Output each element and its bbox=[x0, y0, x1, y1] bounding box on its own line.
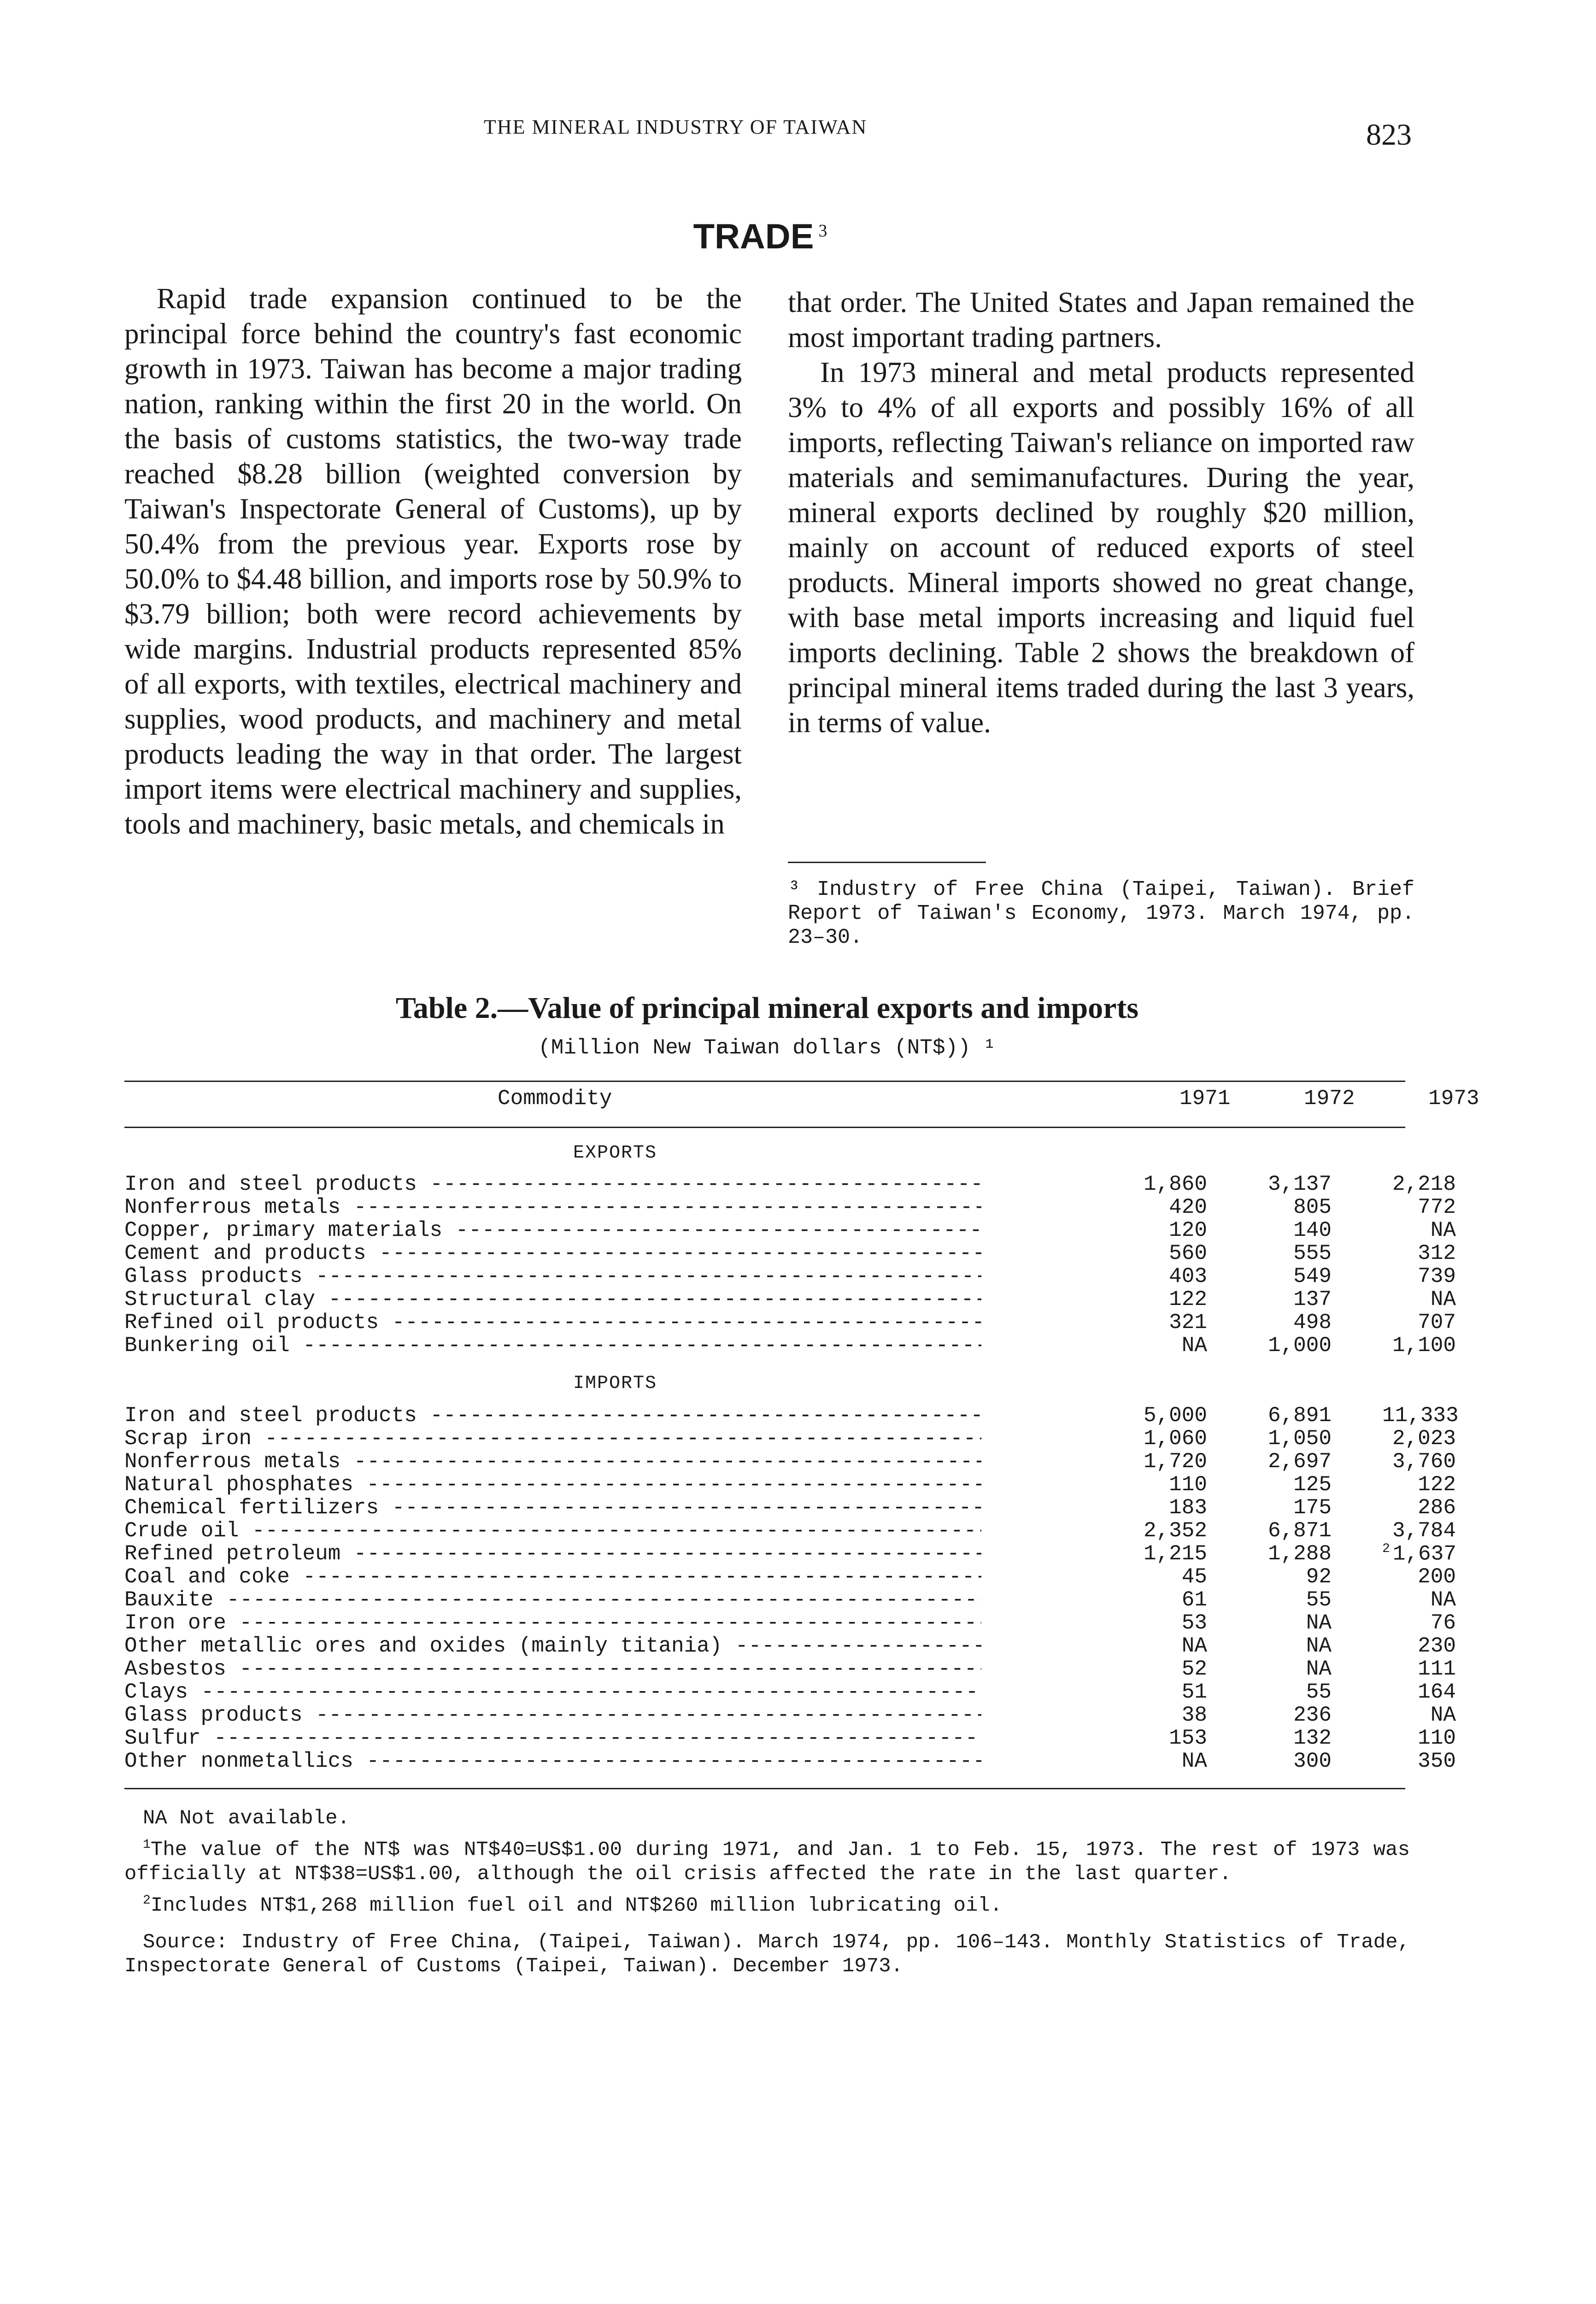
value-1973: 110 bbox=[1418, 1726, 1456, 1750]
value-1971: 110 bbox=[1169, 1473, 1207, 1497]
value-1972: 175 bbox=[1293, 1496, 1332, 1520]
value-1973: 707 bbox=[1418, 1311, 1456, 1334]
table-row bbox=[124, 1496, 1456, 1520]
value-1973: 2,218 bbox=[1392, 1172, 1456, 1196]
value-1973: 312 bbox=[1418, 1241, 1456, 1265]
value-1972: 236 bbox=[1293, 1703, 1332, 1727]
right-column bbox=[788, 285, 1414, 740]
commodity-name: Iron and steel products ----- bbox=[124, 1404, 981, 1428]
value-1971: 5,000 bbox=[1143, 1404, 1207, 1428]
table-header bbox=[124, 1087, 1479, 1114]
table-subtitle: (Million New Taiwan dollars (NT$)) ¹ bbox=[538, 1036, 996, 1060]
value-1973: 286 bbox=[1418, 1496, 1456, 1520]
value-1971: 61 bbox=[1181, 1588, 1207, 1612]
commodity-name: Bunkering oil ----- bbox=[124, 1334, 981, 1358]
section-heading-note: 3 bbox=[818, 221, 827, 241]
table-row bbox=[124, 1588, 1456, 1612]
value-1973: 164 bbox=[1418, 1680, 1456, 1704]
value-1972: 55 bbox=[1306, 1588, 1332, 1612]
value-1973: 3,784 bbox=[1392, 1519, 1456, 1543]
commodity-name: Chemical fertilizers ----- bbox=[124, 1496, 981, 1520]
value-1972: 549 bbox=[1293, 1264, 1332, 1288]
value-1973: 122 bbox=[1418, 1473, 1456, 1497]
table-row bbox=[124, 1749, 1456, 1773]
note-2-marker: 2 bbox=[143, 1893, 151, 1908]
value-1973: NA bbox=[1430, 1703, 1456, 1727]
section-heading bbox=[0, 217, 1520, 257]
table-row bbox=[124, 1680, 1456, 1704]
value-1972: 1,000 bbox=[1267, 1334, 1332, 1358]
paragraph-mineral-trade: In 1973 mineral and metal products represented 3% to 4% of all exports and possibly 16% of all imports, reflecting Taiwan's reliance on imported raw materials and semimanufactures. During the year, mineral exports declined by roughly $20 million, mainly on account of reduced exports of steel products. Mineral imports showed no great change, with base metal imports increasing and liquid fuel imports declining. Table 2 shows the breakdown of principal mineral items traded during the last 3 years, in terms of value. bbox=[788, 356, 1414, 739]
table-header-rule bbox=[124, 1127, 1405, 1128]
value-1973: NA bbox=[1430, 1218, 1456, 1242]
running-title: THE MINERAL INDUSTRY OF TAIWAN bbox=[484, 116, 868, 138]
value-1973: 11,333 bbox=[1382, 1404, 1459, 1428]
commodity-name: Other metallic ores and oxides (mainly titania) ----- bbox=[124, 1634, 981, 1658]
table-row bbox=[124, 1334, 1456, 1358]
table-row bbox=[124, 1311, 1456, 1334]
value-1971: 420 bbox=[1169, 1195, 1207, 1219]
commodity-name: Asbestos ----- bbox=[124, 1657, 981, 1681]
commodity-name: Iron ore ----- bbox=[124, 1611, 981, 1635]
value-1971: 2,352 bbox=[1143, 1519, 1207, 1543]
value-1971: 38 bbox=[1181, 1703, 1207, 1727]
value-1972: 55 bbox=[1306, 1680, 1332, 1704]
value-1972: 1,050 bbox=[1267, 1427, 1332, 1451]
note-source: Source: Industry of Free China, (Taipei, Taiwan). March 1974, pp. 106–143. Monthly Statistics of Trade, Inspectorate General of Customs (Taipei, Taiwan). December 1973. bbox=[124, 1931, 1410, 1978]
note-1-text: The value of the NT$ was NT$40=US$1.00 during 1971, and Jan. 1 to Feb. 15, 1973. The rest of 1973 was officially at NT$38=US$1.00, although the oil crisis affected the rate in the last quarter. bbox=[124, 1838, 1410, 1886]
commodity-name: Natural phosphates ----- bbox=[124, 1473, 981, 1497]
value-1972: NA bbox=[1306, 1611, 1332, 1635]
value-footnote-marker: 2 bbox=[1382, 1542, 1390, 1556]
table-row bbox=[124, 1703, 1456, 1727]
paragraph-continued: that order. The United States and Japan remained the most important trading partners. bbox=[788, 286, 1414, 353]
table-row bbox=[124, 1264, 1456, 1288]
value-1973: 1,100 bbox=[1392, 1334, 1456, 1358]
value-1971: 122 bbox=[1169, 1287, 1207, 1311]
note-1 bbox=[124, 1833, 1410, 1886]
table-row bbox=[124, 1404, 1459, 1428]
value-1972: 6,871 bbox=[1267, 1519, 1332, 1543]
value-1973: 772 bbox=[1418, 1195, 1456, 1219]
table-notes bbox=[124, 1806, 1410, 1981]
header-commodity: Commodity bbox=[498, 1087, 612, 1111]
commodity-name: Copper, primary materials ----- bbox=[124, 1218, 981, 1242]
commodity-name: Refined petroleum ----- bbox=[124, 1542, 981, 1566]
value-1973: 3,760 bbox=[1392, 1450, 1456, 1474]
value-1971: 1,720 bbox=[1143, 1450, 1207, 1474]
commodity-name: Clays ----- bbox=[124, 1680, 981, 1704]
commodity-name: Nonferrous metals ----- bbox=[124, 1450, 981, 1474]
value-1973: NA bbox=[1430, 1588, 1456, 1612]
commodity-name: Structural clay ----- bbox=[124, 1287, 981, 1311]
table-row bbox=[124, 1450, 1456, 1474]
note-2 bbox=[124, 1889, 1410, 1918]
table-row bbox=[124, 1287, 1456, 1311]
value-1973: 76 bbox=[1430, 1611, 1456, 1635]
value-1972: 300 bbox=[1293, 1749, 1332, 1773]
value-1971: NA bbox=[1181, 1334, 1207, 1358]
table-top-rule bbox=[124, 1081, 1405, 1082]
imports-label: IMPORTS bbox=[573, 1373, 657, 1394]
table-row bbox=[124, 1519, 1456, 1543]
value-1971: 1,215 bbox=[1143, 1542, 1207, 1566]
value-1972: 3,137 bbox=[1267, 1172, 1332, 1196]
note-na: NA Not available. bbox=[143, 1807, 350, 1830]
value-1973: 2,023 bbox=[1392, 1427, 1456, 1451]
commodity-name: Refined oil products ----- bbox=[124, 1311, 981, 1334]
table-row bbox=[124, 1172, 1456, 1196]
left-column bbox=[124, 281, 742, 841]
exports-label: EXPORTS bbox=[573, 1143, 657, 1164]
table-row bbox=[124, 1634, 1456, 1658]
value-1973: 111 bbox=[1418, 1657, 1456, 1681]
value-1972: 132 bbox=[1293, 1726, 1332, 1750]
value-1972: 805 bbox=[1293, 1195, 1332, 1219]
value-1972: 498 bbox=[1293, 1311, 1332, 1334]
value-1973 bbox=[1382, 1542, 1456, 1566]
commodity-name: Glass products ----- bbox=[124, 1264, 981, 1288]
value-1971: 560 bbox=[1169, 1241, 1207, 1265]
footnote-3: ³ Industry of Free China (Taipei, Taiwan). Brief Report of Taiwan's Economy, 1973. March 1974, pp. 23–30. bbox=[788, 878, 1414, 949]
value-1971: 120 bbox=[1169, 1218, 1207, 1242]
footnote-rule bbox=[788, 862, 986, 863]
commodity-name: Coal and coke ----- bbox=[124, 1565, 981, 1589]
value-1971: 403 bbox=[1169, 1264, 1207, 1288]
commodity-name: Glass products ----- bbox=[124, 1703, 981, 1727]
note-1-marker: 1 bbox=[143, 1838, 151, 1852]
value-1971: 1,060 bbox=[1143, 1427, 1207, 1451]
value-1971: 321 bbox=[1169, 1311, 1207, 1334]
table-row bbox=[124, 1726, 1456, 1750]
commodity-name: Nonferrous metals ----- bbox=[124, 1195, 981, 1219]
value-1973: NA bbox=[1430, 1287, 1456, 1311]
table-row bbox=[124, 1195, 1456, 1219]
value-1973: 200 bbox=[1418, 1565, 1456, 1589]
value-1972: 137 bbox=[1293, 1287, 1332, 1311]
commodity-name: Sulfur ----- bbox=[124, 1726, 981, 1750]
value-1972: 92 bbox=[1306, 1565, 1332, 1589]
commodity-name: Scrap iron ----- bbox=[124, 1427, 981, 1451]
table-row bbox=[124, 1218, 1456, 1242]
value-1972: NA bbox=[1306, 1634, 1332, 1658]
value-1971: 183 bbox=[1169, 1496, 1207, 1520]
commodity-name: Cement and products ----- bbox=[124, 1241, 981, 1265]
value-1971: 53 bbox=[1181, 1611, 1207, 1635]
commodity-name: Bauxite ----- bbox=[124, 1588, 981, 1612]
value-1972: 125 bbox=[1293, 1473, 1332, 1497]
paragraph-trade-expansion: Rapid trade expansion continued to be the principal force behind the country's fast economic growth in 1973. Taiwan has become a major trading nation, ranking within the first 20 in the world. On the basis of customs statistics, the two-way trade reached $8.28 billion (weighted conversion by Taiwan's Inspectorate General of Customs), up by 50.4% from the previous year. Exports rose by 50.0% to $4.48 billion, and imports rose by 50.9% to $3.79 billion; both were record achievements by wide margins. Industrial products represented 85% of all exports, with textiles, electrical machinery and supplies, wood products, and machinery and metal products leading the way in that order. The largest import items were electrical machinery and supplies, tools and machinery, basic metals, and chemicals in bbox=[124, 282, 742, 840]
table-row bbox=[124, 1427, 1456, 1451]
section-heading-text: TRADE bbox=[693, 217, 814, 256]
value-1972: 140 bbox=[1293, 1218, 1332, 1242]
value-1972: 1,288 bbox=[1267, 1542, 1332, 1566]
value-1973: 230 bbox=[1418, 1634, 1456, 1658]
table-row bbox=[124, 1542, 1456, 1566]
value-1971: 51 bbox=[1181, 1680, 1207, 1704]
value-text: 1,637 bbox=[1392, 1542, 1456, 1566]
note-2-text: Includes NT$1,268 million fuel oil and NT$260 million lubricating oil. bbox=[150, 1894, 1003, 1917]
table-row bbox=[124, 1611, 1456, 1635]
value-1971: 45 bbox=[1181, 1565, 1207, 1589]
value-1972: 2,697 bbox=[1267, 1450, 1332, 1474]
value-1972: 555 bbox=[1293, 1241, 1332, 1265]
value-1972: NA bbox=[1306, 1657, 1332, 1681]
value-1971: 153 bbox=[1169, 1726, 1207, 1750]
value-1973: 739 bbox=[1418, 1264, 1456, 1288]
commodity-name: Iron and steel products ----- bbox=[124, 1172, 981, 1196]
value-1971: NA bbox=[1181, 1749, 1207, 1773]
table-row bbox=[124, 1565, 1456, 1589]
value-1971: 1,860 bbox=[1143, 1172, 1207, 1196]
header-1972: 1972 bbox=[1304, 1087, 1355, 1111]
commodity-name: Other nonmetallics ----- bbox=[124, 1749, 981, 1773]
table-bottom-rule bbox=[124, 1788, 1405, 1789]
value-1973: 350 bbox=[1418, 1749, 1456, 1773]
page-number: 823 bbox=[1366, 118, 1412, 152]
table-title: Table 2.—Value of principal mineral exports and imports bbox=[395, 991, 1139, 1025]
header-1971: 1971 bbox=[1179, 1087, 1231, 1111]
value-1971: NA bbox=[1181, 1634, 1207, 1658]
value-1971: 52 bbox=[1181, 1657, 1207, 1681]
table-row bbox=[124, 1241, 1456, 1265]
table-row bbox=[124, 1473, 1456, 1497]
header-1973: 1973 bbox=[1428, 1087, 1479, 1111]
commodity-name: Crude oil ----- bbox=[124, 1519, 981, 1543]
value-1972: 6,891 bbox=[1267, 1404, 1332, 1428]
table-row bbox=[124, 1657, 1456, 1681]
table-body bbox=[124, 1143, 1459, 1788]
